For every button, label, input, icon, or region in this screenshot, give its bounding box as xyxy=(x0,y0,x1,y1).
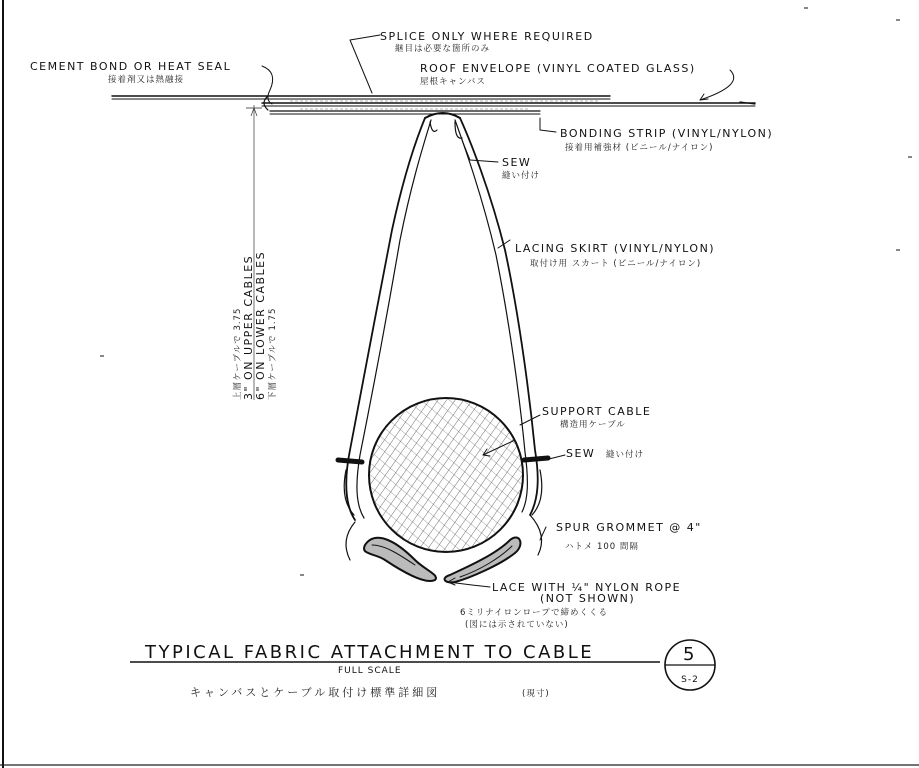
label-sew-top-jp: 縫い付け xyxy=(502,171,541,181)
label-sew-side: SEW xyxy=(566,447,596,460)
detail-number: 5 xyxy=(683,644,697,665)
drawing-scale: FULL SCALE xyxy=(338,666,402,676)
drawing-title: TYPICAL FABRIC ATTACHMENT TO CABLE xyxy=(145,642,595,663)
dimension-text xyxy=(232,251,278,400)
label-cement-jp: 接着剤又は熱融接 xyxy=(108,75,185,85)
label-lacing-jp: 取付け用 スカート (ビニール/ナイロン) xyxy=(530,259,702,269)
support-cable xyxy=(369,398,523,552)
label-lace: LACE WITH ¼" NYLON ROPE xyxy=(492,581,682,594)
label-splice: SPLICE ONLY WHERE REQUIRED xyxy=(380,30,594,43)
detail-sheet: S-2 xyxy=(681,675,699,685)
label-sew-side-jp: 縫い付け xyxy=(606,450,645,460)
label-envelope-jp: 屋根キャンバス xyxy=(420,77,486,87)
dimension-jp-upper: 上層ケーブルで 3.75 xyxy=(233,307,243,400)
label-grommet-jp: ハトメ 100 間隔 xyxy=(565,542,639,552)
label-lacing: LACING SKIRT (VINYL/NYLON) xyxy=(515,242,716,255)
label-lace-not-shown: (NOT SHOWN) xyxy=(540,592,636,605)
label-bonding-jp: 接着用補強材 (ビニール/ナイロン) xyxy=(565,143,714,153)
label-support: SUPPORT CABLE xyxy=(542,405,652,418)
label-sew-top: SEW xyxy=(502,156,532,169)
dimension-upper-cables: 3" ON UPPER CABLES xyxy=(242,254,255,400)
label-support-jp: 構造用ケーブル xyxy=(560,420,626,430)
label-bonding: BONDING STRIP (VINYL/NYLON) xyxy=(560,127,774,140)
dimension-jp-lower: 下層ケーブルで 1.75 xyxy=(268,307,278,400)
drawing-title-jp: キャンバスとケーブル取付け標準詳細図 xyxy=(190,686,441,699)
label-lace-jp-2: (図には示されていない) xyxy=(465,620,569,630)
dimension-lower-cables: 6" ON LOWER CABLES xyxy=(254,250,267,400)
detail-reference xyxy=(665,640,715,690)
label-cement: CEMENT BOND OR HEAT SEAL xyxy=(30,60,232,73)
roof-envelope xyxy=(112,96,755,114)
label-envelope: ROOF ENVELOPE (VINYL COATED GLASS) xyxy=(420,62,696,75)
label-grommet: SPUR GROMMET @ 4" xyxy=(556,521,702,534)
drawing-scale-jp: (現寸) xyxy=(522,689,550,699)
label-splice-jp: 継目は必要な箇所のみ xyxy=(395,44,491,54)
label-lace-jp: 6ミリナイロンロープで締めくくる xyxy=(460,608,608,618)
